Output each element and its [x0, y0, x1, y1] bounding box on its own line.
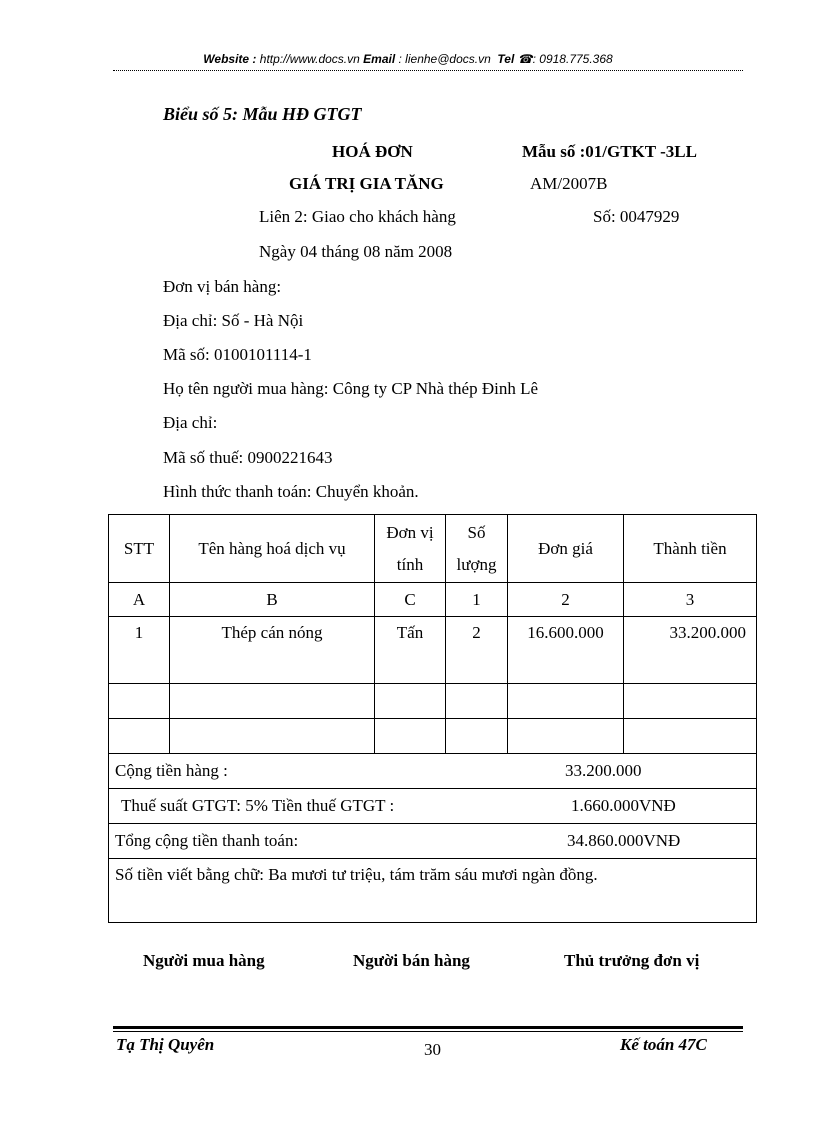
col-code: 2 [508, 583, 624, 617]
seller-address: Địa chỉ: Số - Hà Nội [163, 311, 304, 330]
vat-row [109, 789, 757, 824]
footer-rule-thin [113, 1031, 743, 1032]
invoice-date: Ngày 04 tháng 08 năm 2008 [259, 242, 453, 261]
table-row-empty [109, 719, 757, 754]
cell-unit-price: 16.600.000 [508, 617, 624, 684]
footer-author: Tạ Thị Quyên [116, 1035, 215, 1054]
footer-class: Kế toán 47C [620, 1035, 707, 1054]
subtotal-label: Cộng tiền hàng : [115, 761, 228, 780]
series: AM/2007B [530, 174, 608, 193]
cell-quantity: 2 [446, 617, 508, 684]
cell-stt: 1 [109, 617, 170, 684]
col-header: Đơn giá [508, 515, 624, 583]
col-header-line: tính [396, 554, 424, 574]
page-number: 30 [424, 1040, 441, 1059]
buyer-address: Địa chỉ: [163, 413, 218, 432]
email-value[interactable]: : lienhe@docs.vn [398, 52, 491, 66]
col-header: STT [109, 515, 170, 583]
signature-seller: Người bán hàng [353, 951, 470, 970]
amount-in-words: Số tiền viết bằng chữ: Ba mươi tư triệu, tám trăm sáu mươi ngàn đồng. [109, 859, 757, 923]
col-code: B [170, 583, 375, 617]
col-code: C [375, 583, 446, 617]
signature-head: Thủ trưởng đơn vị [564, 951, 700, 970]
page-header [0, 52, 816, 66]
table-row-empty [109, 684, 757, 719]
form-label: Biểu số 5: Mẫu HĐ GTGT [163, 104, 362, 124]
col-header [446, 515, 508, 583]
col-code: A [109, 583, 170, 617]
col-header: Tên hàng hoá dịch vụ [170, 515, 375, 583]
total-label: Tổng cộng tiền thanh toán: [115, 831, 299, 850]
invoice-table [108, 514, 757, 923]
total-value: 34.860.000VNĐ [567, 831, 681, 850]
website-url[interactable]: http://www.docs.vn [259, 52, 360, 66]
buyer-name: Họ tên người mua hàng: Công ty CP Nhà thép Đinh Lê [163, 379, 539, 398]
cell-item-name: Thép cán nóng [170, 617, 375, 684]
cell-amount: 33.200.000 [624, 617, 757, 684]
signature-buyer: Người mua hàng [143, 951, 265, 970]
col-header: Thành tiền [624, 515, 757, 583]
buyer-tax-code: Mã số thuế: 0900221643 [163, 448, 333, 467]
copy-line: Liên 2: Giao cho khách hàng [259, 207, 456, 226]
table-code-row [109, 583, 757, 617]
invoice-number: Số: 0047929 [593, 207, 680, 226]
website-label: Website : [203, 52, 257, 66]
vat-value: 1.660.000VNĐ [571, 796, 676, 815]
form-number: Mẫu số :01/GTKT -3LL [522, 142, 697, 161]
vat-label: Thuế suất GTGT: 5% Tiền thuế GTGT : [121, 796, 395, 815]
total-row [109, 824, 757, 859]
invoice-subtitle: GIÁ TRỊ GIA TĂNG [289, 174, 444, 193]
amount-in-words-row [109, 859, 757, 923]
payment-method: Hình thức thanh toán: Chuyển khoản. [163, 482, 419, 501]
seller-tax-code: Mã số: 0100101114-1 [163, 345, 312, 364]
col-header-line: Đơn vị [386, 522, 434, 542]
subtotal-value: 33.200.000 [565, 761, 642, 780]
col-header-line: Số [467, 522, 486, 542]
col-header-line: lượng [456, 554, 497, 574]
table-row [109, 617, 757, 684]
subtotal-row [109, 754, 757, 789]
invoice-title: HOÁ ĐƠN [332, 142, 413, 161]
col-code: 3 [624, 583, 757, 617]
footer-rule-thick [113, 1026, 743, 1029]
cell-unit: Tấn [375, 617, 446, 684]
tel-label: Tel [497, 52, 515, 66]
col-code: 1 [446, 583, 508, 617]
email-label: Email [363, 52, 396, 66]
col-header [375, 515, 446, 583]
seller-unit: Đơn vị bán hàng: [163, 277, 282, 296]
table-header-row [109, 515, 757, 583]
tel-value: ☎: 0918.775.368 [517, 52, 613, 66]
header-rule [113, 70, 743, 71]
